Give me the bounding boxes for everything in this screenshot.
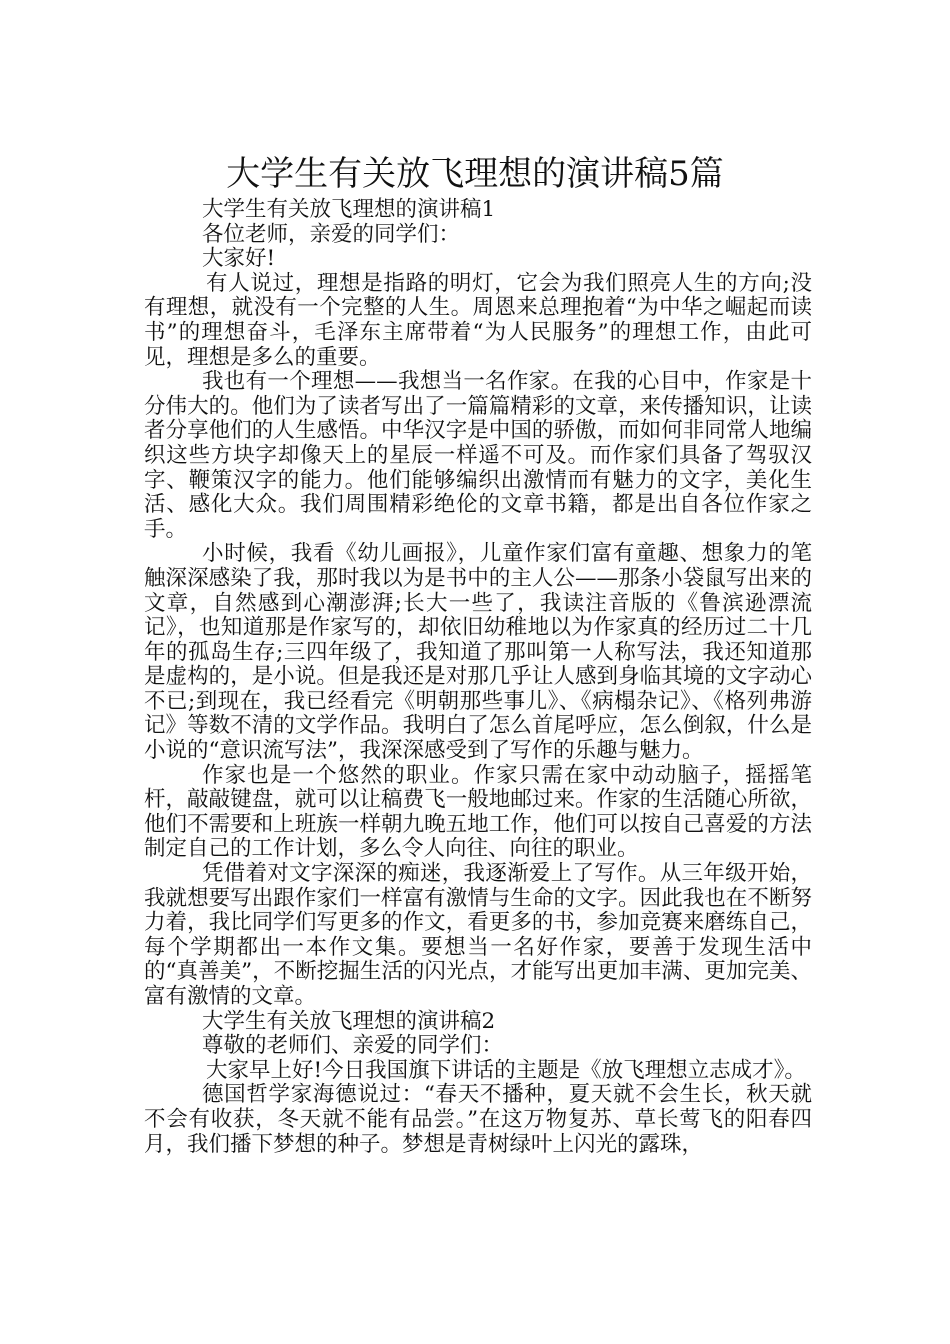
salutation: 各位老师，亲爱的同学们：: [202, 221, 461, 247]
document-body: [144, 198, 812, 1157]
section-heading-2: 大学生有关放飞理想的演讲稿2: [202, 1008, 496, 1034]
paragraph: 凭借着对文字深深的痴迷，我逐渐爱上了写作。从三年级开始，我就想要写出跟作家们一样富有激情与生命的文字。因此我也在不断努力着，我比同学们写更多的作文，看更多的书，参加竞赛来磨练自己，每个学期都出一本作文集。要想当一名好作家，要善于发现生活中的“真善美”，不断挖掘生活的闪光点，才能写出更加丰满、更加完美、富有激情的文章。: [144, 861, 812, 1009]
paragraph: 德国哲学家海德说过：“春天不播种，夏天就不会生长，秋天就不会有收获，冬天就不能有品尝。”在这万物复苏、草长莺飞的阳春四月，我们播下梦想的种子。梦想是青树绿叶上闪光的露珠，: [144, 1082, 812, 1157]
paragraph: 小时候，我看《幼儿画报》，儿童作家们富有童趣、想象力的笔触深深感染了我，那时我以为是书中的主人公——那条小袋鼠写出来的文章，自然感到心潮澎湃;长大一些了，我读注音版的《鲁滨逊漂流记》，也知道那是作家写的，却依旧幼稚地以为作家真的经历过二十几年的孤岛生存;三四年级了，我知道了那叫第一人称写法，我还知道那是虚构的，是小说。但是我还是对那几乎让人感到身临其境的文字动心不已;到现在，我已经看完《明朝那些事儿》、《病榻杂记》、《格列弗游记》等数不清的文学作品。我明白了怎么首尾呼应，怎么倒叙，什么是小说的“意识流写法”，我深深感受到了写作的乐趣与魅力。: [144, 541, 812, 764]
paragraph: 大家早上好!今日我国旗下讲话的主题是《放飞理想立志成才》。: [206, 1057, 806, 1083]
section-heading-1: 大学生有关放飞理想的演讲稿1: [202, 197, 496, 222]
salutation: 尊敬的老师们、亲爱的同学们：: [202, 1033, 504, 1059]
paragraph: 我也有一个理想——我想当一名作家。在我的心目中，作家是十分伟大的。他们为了读者写出了一篇篇精彩的文章，来传播知识，让读者分享他们的人生感悟。中华汉字是中国的骄傲，而如何非同常人地编织这些方块字却像天上的星辰一样遥不可及。而作家们具备了驾驭汉字、鞭策汉字的能力。他们能够编织出激情而有魅力的文字，美化生活、感化大众。我们周围精彩绝伦的文章书籍，都是出自各位作家之手。: [144, 369, 812, 542]
greeting: 大家好!: [202, 246, 276, 272]
paragraph: 作家也是一个悠然的职业。作家只需在家中动动脑子，摇摇笔杆，敲敲键盘，就可以让稿费飞一般地邮过来。作家的生活随心所欲，他们不需要和上班族一样朝九晚五地工作，他们可以按自己喜爱的方法制定自己的工作计划，多么令人向往、向往的职业。: [144, 762, 812, 862]
paragraph: 有人说过，理想是指路的明灯，它会为我们照亮人生的方向;没有理想，就没有一个完整的人生。周恩来总理抱着“为中华之崛起而读书”的理想奋斗，毛泽东主席带着“为人民服务”的理想工作，由此可见，理想是多么的重要。: [144, 270, 812, 370]
document-title: 大学生有关放飞理想的演讲稿5篇: [226, 153, 724, 194]
